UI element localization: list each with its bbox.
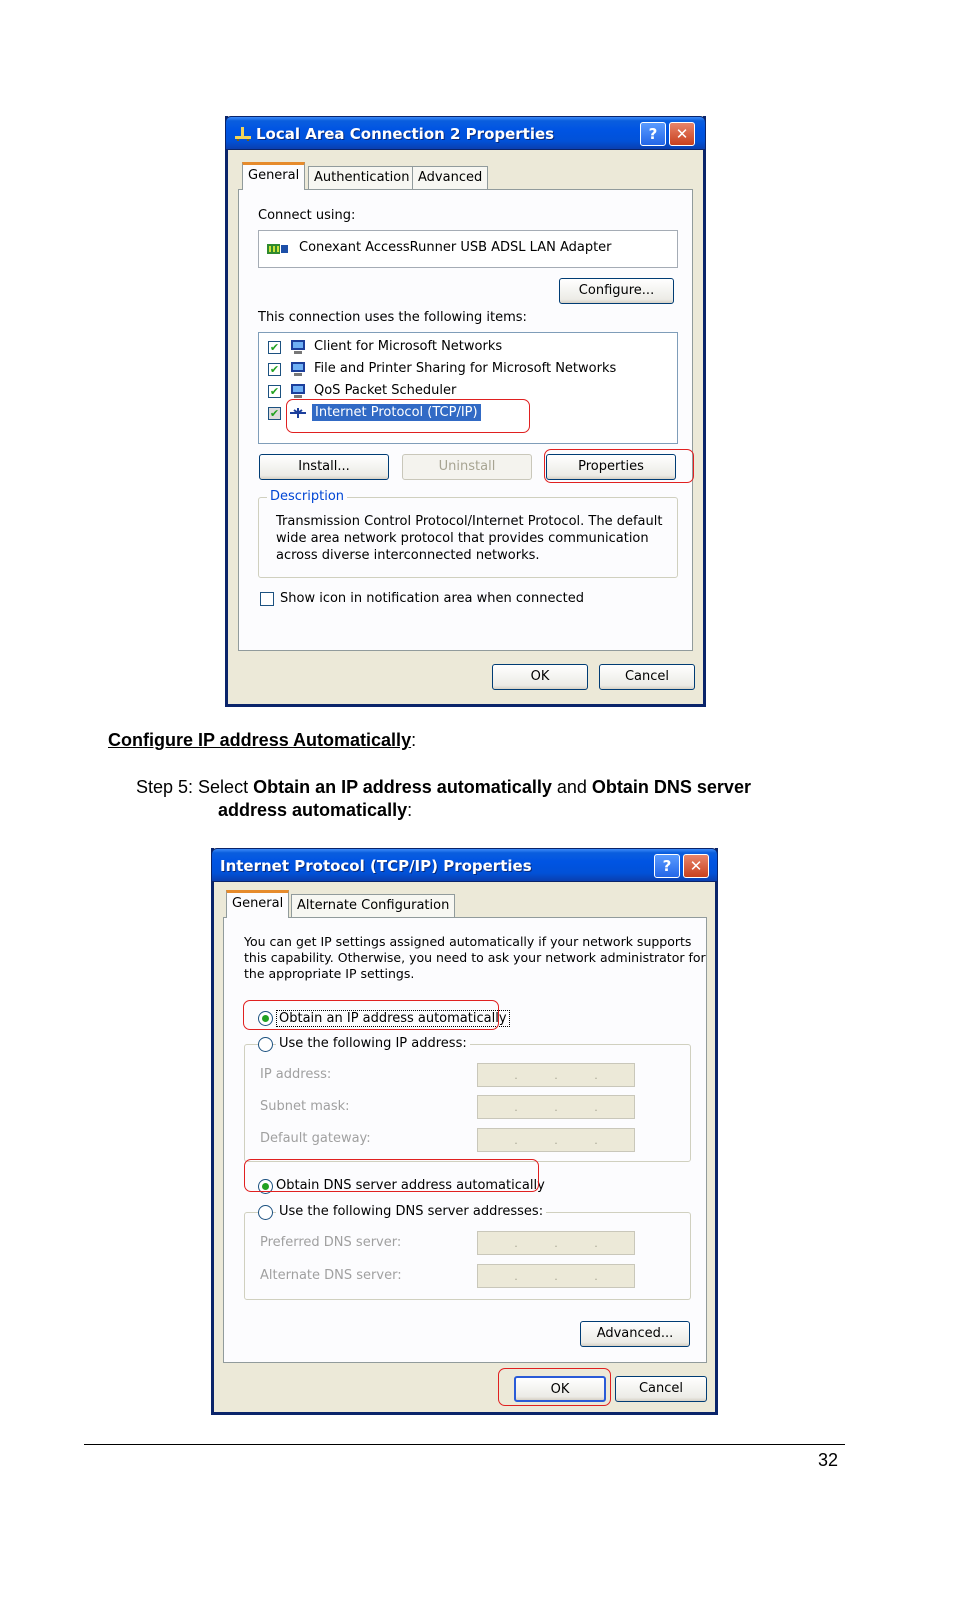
use-dns-radio[interactable] bbox=[258, 1205, 273, 1220]
items-label: This connection uses the following items: bbox=[258, 310, 527, 325]
section-heading bbox=[108, 730, 416, 751]
step-bold-dns-1: Obtain DNS server bbox=[591, 777, 751, 797]
uninstall-button[interactable] bbox=[402, 454, 532, 480]
alternate-dns-field[interactable]: . . . bbox=[477, 1264, 635, 1288]
obtain-dns-label[interactable]: Obtain DNS server address automatically bbox=[276, 1178, 545, 1193]
tab-general[interactable] bbox=[226, 890, 289, 918]
highlight-obtain-dns bbox=[244, 1159, 539, 1192]
advanced-button-label: Advanced... bbox=[596, 1326, 674, 1341]
help-button[interactable]: ? bbox=[654, 854, 680, 878]
close-icon: ✕ bbox=[675, 125, 689, 143]
title-bar[interactable] bbox=[211, 848, 718, 882]
adapter-name: Conexant AccessRunner USB ADSL LAN Adapter bbox=[299, 240, 612, 255]
close-button[interactable] bbox=[683, 854, 709, 878]
ok-button-label: OK bbox=[550, 1382, 570, 1397]
step-line-2 bbox=[218, 800, 412, 821]
close-button[interactable] bbox=[669, 122, 695, 146]
description-line: Transmission Control Protocol/Internet Protocol. The default bbox=[276, 514, 663, 529]
qos-scheduler-icon bbox=[289, 383, 307, 399]
step-bold-dns-2: address automatically bbox=[218, 800, 408, 820]
ip-address-field[interactable]: . . . bbox=[477, 1063, 635, 1087]
install-button[interactable] bbox=[259, 454, 389, 480]
show-icon-label: Show icon in notification area when connected bbox=[280, 591, 584, 606]
item-checkbox[interactable]: ✔ bbox=[269, 363, 280, 376]
advanced-button[interactable] bbox=[580, 1321, 690, 1347]
connect-using-label: Connect using: bbox=[258, 208, 356, 223]
description-line: across diverse interconnected networks. bbox=[276, 548, 540, 563]
general-tab-panel bbox=[223, 917, 707, 1363]
item-checkbox[interactable]: ✔ bbox=[269, 385, 280, 398]
close-icon: ✕ bbox=[689, 857, 703, 875]
cancel-button[interactable] bbox=[615, 1376, 707, 1402]
intro-line: the appropriate IP settings. bbox=[244, 966, 415, 981]
dialog-title: Internet Protocol (TCP/IP) Properties bbox=[220, 857, 532, 875]
cancel-button-label: Cancel bbox=[638, 1381, 684, 1396]
item-checkbox[interactable]: ✔ bbox=[269, 341, 280, 354]
item-label: QoS Packet Scheduler bbox=[314, 383, 457, 398]
cancel-button-label: Cancel bbox=[624, 669, 670, 684]
item-label: File and Printer Sharing for Microsoft Networks bbox=[314, 361, 617, 376]
heading-suffix: : bbox=[411, 730, 417, 750]
tab-label: Alternate Configuration bbox=[297, 898, 450, 913]
tab-label: Authentication bbox=[314, 170, 410, 185]
highlight-tcpip-item bbox=[286, 399, 530, 433]
page-number: 32 bbox=[818, 1450, 839, 1470]
item-label: Internet Protocol (TCP/IP) bbox=[312, 404, 481, 421]
preferred-dns-field[interactable]: . . . bbox=[477, 1231, 635, 1255]
dialog-title: Local Area Connection 2 Properties bbox=[256, 125, 555, 143]
alternate-dns-label: Alternate DNS server: bbox=[260, 1268, 402, 1283]
obtain-ip-label[interactable]: Obtain an IP address automatically bbox=[276, 1010, 510, 1027]
tab-label: General bbox=[232, 896, 284, 911]
highlight-properties-button bbox=[544, 449, 694, 483]
uninstall-button-label: Uninstall bbox=[438, 459, 496, 474]
step-prefix: Step 5: Select bbox=[136, 777, 254, 797]
tab-authentication[interactable] bbox=[308, 166, 415, 190]
network-connection-icon bbox=[234, 126, 252, 142]
title-bar[interactable] bbox=[225, 116, 706, 150]
network-client-icon bbox=[289, 339, 307, 355]
item-checkbox[interactable]: ✔ bbox=[269, 407, 280, 420]
step-and: and bbox=[551, 777, 592, 797]
cancel-button[interactable] bbox=[599, 664, 695, 690]
help-button[interactable]: ? bbox=[640, 122, 666, 146]
ok-button[interactable] bbox=[492, 664, 588, 690]
description-group bbox=[258, 489, 678, 578]
default-gateway-field[interactable]: . . . bbox=[477, 1128, 635, 1152]
tcpip-properties-dialog bbox=[211, 848, 718, 1415]
preferred-dns-label: Preferred DNS server: bbox=[260, 1235, 402, 1250]
subnet-mask-label: Subnet mask: bbox=[260, 1099, 350, 1114]
highlight-obtain-ip bbox=[243, 1000, 499, 1030]
step-bold-ip: Obtain an IP address automatically bbox=[253, 777, 552, 797]
use-ip-radio[interactable] bbox=[258, 1037, 273, 1052]
tab-label: General bbox=[248, 168, 300, 183]
intro-line: this capability. Otherwise, you need to ask your network administrator for bbox=[244, 950, 706, 965]
highlight-ok-button bbox=[498, 1368, 611, 1406]
list-item[interactable] bbox=[259, 359, 677, 381]
subnet-mask-field[interactable]: . . . bbox=[477, 1095, 635, 1119]
intro-line: You can get IP settings assigned automatically if your network supports bbox=[244, 934, 692, 949]
properties-button-label: Properties bbox=[578, 459, 644, 474]
local-area-connection-properties-dialog bbox=[225, 116, 706, 707]
configure-button[interactable] bbox=[559, 278, 674, 304]
step-suffix: : bbox=[407, 800, 413, 820]
configure-button-label: Configure... bbox=[578, 283, 655, 298]
network-adapter-icon bbox=[267, 242, 289, 256]
tab-advanced[interactable] bbox=[412, 166, 488, 190]
item-label: Client for Microsoft Networks bbox=[314, 339, 503, 354]
use-dns-label[interactable]: Use the following DNS server addresses: bbox=[276, 1204, 546, 1219]
ok-button-label: OK bbox=[530, 669, 550, 684]
tab-alternate-configuration[interactable] bbox=[291, 894, 455, 918]
step-line-1 bbox=[136, 777, 751, 798]
install-button-label: Install... bbox=[298, 459, 350, 474]
show-icon-checkbox[interactable] bbox=[260, 592, 274, 606]
adapter-field bbox=[258, 230, 678, 268]
use-ip-label[interactable]: Use the following IP address: bbox=[276, 1036, 470, 1051]
default-gateway-label: Default gateway: bbox=[260, 1131, 371, 1146]
tab-label: Advanced bbox=[418, 170, 483, 185]
list-item[interactable] bbox=[259, 337, 677, 359]
description-line: wide area network protocol that provides communication bbox=[276, 531, 649, 546]
heading-text: Configure IP address Automatically bbox=[108, 730, 412, 750]
footer-rule bbox=[84, 1444, 845, 1445]
file-printer-sharing-icon bbox=[289, 361, 307, 377]
ip-address-label: IP address: bbox=[260, 1067, 332, 1082]
description-title: Description bbox=[267, 489, 347, 504]
tab-general[interactable] bbox=[242, 162, 305, 190]
